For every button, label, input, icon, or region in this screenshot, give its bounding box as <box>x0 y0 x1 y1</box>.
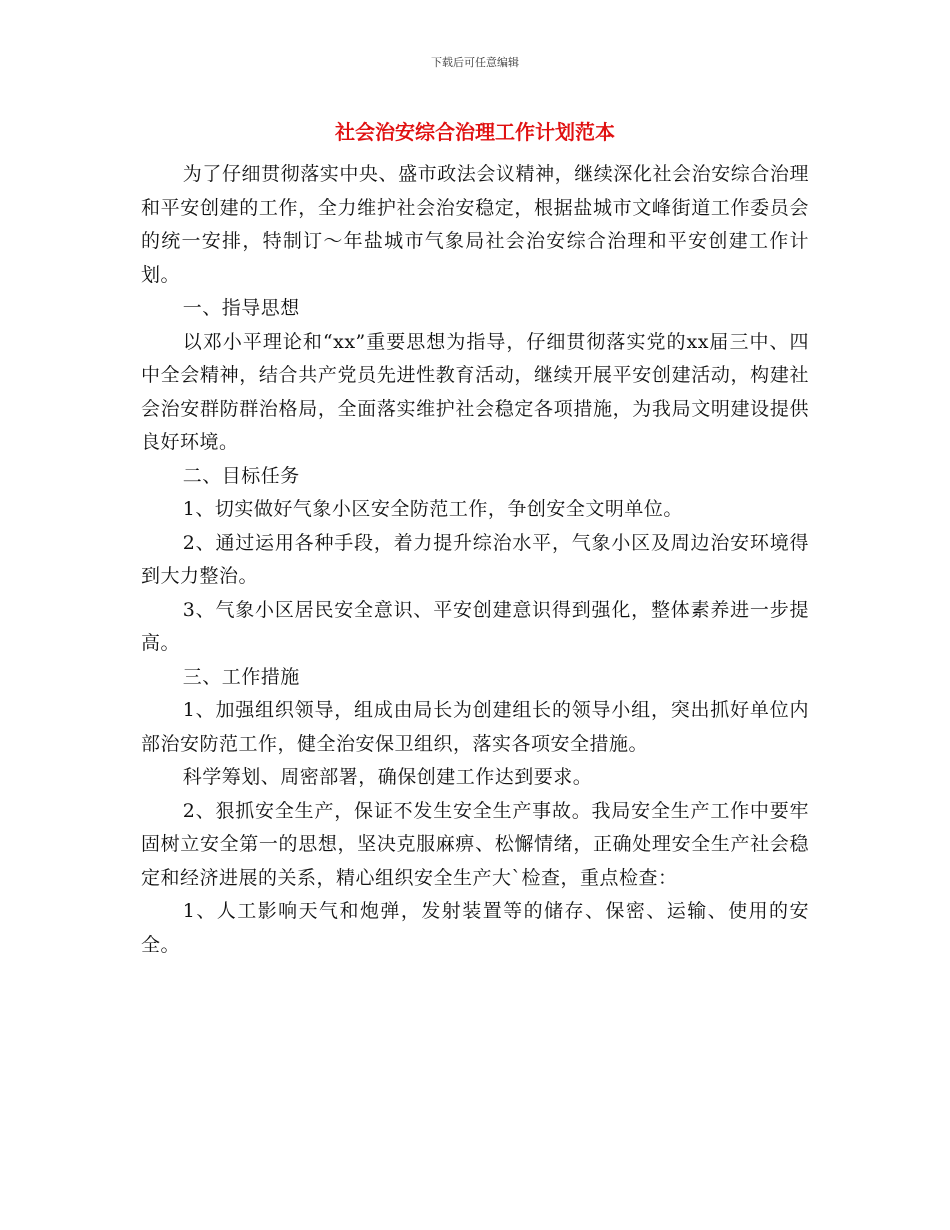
paragraph-guiding-ideology: 以邓小平理论和“xx”重要思想为指导，仔细贯彻落实党的xx届三中、四中全会精神，结合共产党员先进性教育活动，继续开展平安创建活动，构建社会治安群防群治格局，全面落实维护社会稳定各项措施，为我局文明建设提供良好环境。 <box>141 330 809 453</box>
heading-goals: 二、目标任务 <box>182 464 300 487</box>
document-body <box>141 158 809 962</box>
paragraph-planning: 科学筹划、周密部署，确保创建工作达到要求。 <box>182 766 593 788</box>
header-note: 下载后可任意编辑 <box>431 56 519 69</box>
paragraph-intro: 为了仔细贯彻落实中央、盛市政法会议精神，继续深化社会治安综合治理和平安创建的工作，全力维护社会治安稳定，根据盐城市文峰街道工作委员会的统一安排，特制订～年盐城市气象局社会治安综合治理和平安创建工作计划。 <box>141 163 809 286</box>
heading-guiding-ideology: 一、指导思想 <box>182 297 300 319</box>
paragraph-goal-2: 2、通过运用各种手段，着力提升综治水平，气象小区及周边治安环境得到大力整治。 <box>141 531 809 587</box>
paragraph-goal-1: 1、切实做好气象小区安全防范工作，争创安全文明单位。 <box>182 498 683 520</box>
paragraph-goal-3: 3、气象小区居民安全意识、平安创建意识得到强化，整体素养进一步提高。 <box>141 598 809 654</box>
paragraph-measure-1: 1、加强组织领导，组成由局长为创建组长的领导小组，突出抓好单位内部治安防范工作，健全治安保卫组织，落实各项安全措施。 <box>141 699 809 755</box>
paragraph-check-1: 1、人工影响天气和炮弹，发射装置等的储存、保密、运输、使用的安全。 <box>141 900 809 956</box>
heading-measures: 三、工作措施 <box>182 665 300 688</box>
paragraph-measure-2: 2、狠抓安全生产，保证不发生安全生产事故。我局安全生产工作中要牢固树立安全第一的思想，坚决克服麻痹、松懈情绪，正确处理安全生产社会稳定和经济进展的关系，精心组织安全生产大`检查，重点检查： <box>141 799 809 889</box>
document-title: 社会治安综合治理工作计划范本 <box>335 120 615 144</box>
